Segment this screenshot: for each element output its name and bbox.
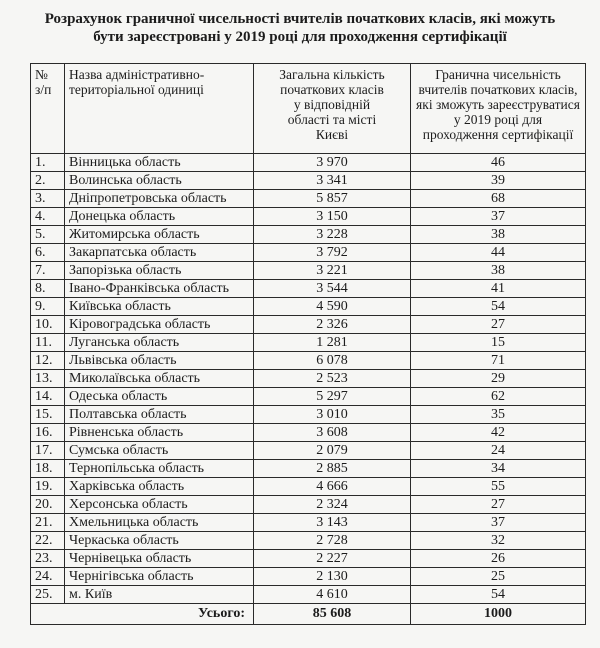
table-row (31, 460, 586, 478)
row-number: 16. (31, 424, 65, 442)
row-limit: 38 (411, 226, 586, 244)
row-number: 1. (31, 154, 65, 172)
table-row (31, 388, 586, 406)
row-limit: 34 (411, 460, 586, 478)
row-name: Чернігівська область (65, 568, 254, 586)
row-name: Полтавська область (65, 406, 254, 424)
row-name: Волинська область (65, 172, 254, 190)
row-name: Запорізька область (65, 262, 254, 280)
row-limit: 41 (411, 280, 586, 298)
row-name: Тернопільська область (65, 460, 254, 478)
table-row (31, 154, 586, 172)
row-name: Київська область (65, 298, 254, 316)
row-total: 1 281 (254, 334, 411, 352)
row-total: 5 857 (254, 190, 411, 208)
table-row (31, 442, 586, 460)
row-total: 2 523 (254, 370, 411, 388)
row-name: Донецька область (65, 208, 254, 226)
table-row (31, 478, 586, 496)
row-limit: 62 (411, 388, 586, 406)
row-name: м. Київ (65, 586, 254, 604)
row-total: 3 608 (254, 424, 411, 442)
row-number: 8. (31, 280, 65, 298)
row-name: Миколаївська область (65, 370, 254, 388)
table-row (31, 514, 586, 532)
table-row (31, 298, 586, 316)
row-limit: 26 (411, 550, 586, 568)
row-total: 3 970 (254, 154, 411, 172)
row-limit: 44 (411, 244, 586, 262)
certification-table (30, 63, 586, 625)
row-number: 14. (31, 388, 65, 406)
row-name: Хмельницька область (65, 514, 254, 532)
row-total: 3 150 (254, 208, 411, 226)
row-number: 4. (31, 208, 65, 226)
row-name: Івано-Франківська область (65, 280, 254, 298)
header-num: № з/п (31, 64, 65, 154)
totals-total: 85 608 (254, 604, 411, 625)
row-number: 10. (31, 316, 65, 334)
row-name: Черкаська область (65, 532, 254, 550)
row-limit: 46 (411, 154, 586, 172)
row-total: 3 544 (254, 280, 411, 298)
totals-label: Усього: (31, 604, 254, 625)
row-number: 24. (31, 568, 65, 586)
row-total: 3 228 (254, 226, 411, 244)
row-limit: 24 (411, 442, 586, 460)
totals-limit: 1000 (411, 604, 586, 625)
row-name: Вінницька область (65, 154, 254, 172)
table-row (31, 190, 586, 208)
row-number: 18. (31, 460, 65, 478)
row-limit: 25 (411, 568, 586, 586)
row-total: 4 666 (254, 478, 411, 496)
row-limit: 54 (411, 298, 586, 316)
row-total: 3 010 (254, 406, 411, 424)
row-total: 2 324 (254, 496, 411, 514)
row-total: 2 885 (254, 460, 411, 478)
table-row (31, 208, 586, 226)
table-row (31, 586, 586, 604)
row-number: 20. (31, 496, 65, 514)
row-number: 15. (31, 406, 65, 424)
row-limit: 55 (411, 478, 586, 496)
row-name: Кіровоградська область (65, 316, 254, 334)
row-number: 23. (31, 550, 65, 568)
document-title: Розрахунок граничної чисельності вчителів початкових класів, які можуть бути зареєстровані у 2019 році для проходження сертифікації (44, 11, 556, 45)
row-limit: 15 (411, 334, 586, 352)
row-number: 21. (31, 514, 65, 532)
table-row (31, 496, 586, 514)
row-total: 3 143 (254, 514, 411, 532)
row-number: 19. (31, 478, 65, 496)
table-row (31, 316, 586, 334)
row-number: 11. (31, 334, 65, 352)
row-limit: 54 (411, 586, 586, 604)
row-total: 3 792 (254, 244, 411, 262)
row-total: 2 130 (254, 568, 411, 586)
table-row (31, 550, 586, 568)
row-total: 2 227 (254, 550, 411, 568)
row-number: 25. (31, 586, 65, 604)
table-row (31, 172, 586, 190)
row-limit: 37 (411, 208, 586, 226)
row-name: Сумська область (65, 442, 254, 460)
row-total: 2 728 (254, 532, 411, 550)
row-name: Луганська область (65, 334, 254, 352)
row-limit: 71 (411, 352, 586, 370)
row-total: 4 610 (254, 586, 411, 604)
row-name: Чернівецька область (65, 550, 254, 568)
table-row (31, 532, 586, 550)
header-name: Назва адміністративно- територіальної одиниці (65, 64, 254, 154)
row-name: Закарпатська область (65, 244, 254, 262)
row-total: 4 590 (254, 298, 411, 316)
header-total: Загальна кількість початкових класів у відповідній області та місті Києві (254, 64, 411, 154)
row-total: 5 297 (254, 388, 411, 406)
table-row (31, 406, 586, 424)
row-limit: 29 (411, 370, 586, 388)
row-number: 9. (31, 298, 65, 316)
table-row (31, 334, 586, 352)
row-limit: 38 (411, 262, 586, 280)
row-total: 2 326 (254, 316, 411, 334)
row-number: 3. (31, 190, 65, 208)
row-name: Херсонська область (65, 496, 254, 514)
row-number: 12. (31, 352, 65, 370)
row-name: Житомирська область (65, 226, 254, 244)
row-number: 5. (31, 226, 65, 244)
row-number: 2. (31, 172, 65, 190)
row-limit: 42 (411, 424, 586, 442)
totals-row (31, 604, 586, 625)
table-row (31, 280, 586, 298)
row-number: 17. (31, 442, 65, 460)
row-limit: 68 (411, 190, 586, 208)
row-name: Одеська область (65, 388, 254, 406)
row-number: 13. (31, 370, 65, 388)
table-row (31, 244, 586, 262)
row-limit: 27 (411, 496, 586, 514)
row-number: 7. (31, 262, 65, 280)
row-total: 6 078 (254, 352, 411, 370)
row-total: 3 221 (254, 262, 411, 280)
table-row (31, 262, 586, 280)
row-limit: 32 (411, 532, 586, 550)
header-limit: Гранична чисельність вчителів початкових класів, які зможуть зареєструватися у 2019 році для проходження сертифікації (411, 64, 586, 154)
table-row (31, 226, 586, 244)
row-name: Рівненська область (65, 424, 254, 442)
row-number: 22. (31, 532, 65, 550)
row-total: 3 341 (254, 172, 411, 190)
row-name: Харківська область (65, 478, 254, 496)
table-row (31, 568, 586, 586)
row-limit: 39 (411, 172, 586, 190)
row-limit: 37 (411, 514, 586, 532)
table-header-row (31, 64, 586, 154)
row-name: Дніпропетровська область (65, 190, 254, 208)
row-limit: 27 (411, 316, 586, 334)
row-name: Львівська область (65, 352, 254, 370)
table-row (31, 424, 586, 442)
row-total: 2 079 (254, 442, 411, 460)
table-row (31, 352, 586, 370)
row-limit: 35 (411, 406, 586, 424)
table-row (31, 370, 586, 388)
row-number: 6. (31, 244, 65, 262)
